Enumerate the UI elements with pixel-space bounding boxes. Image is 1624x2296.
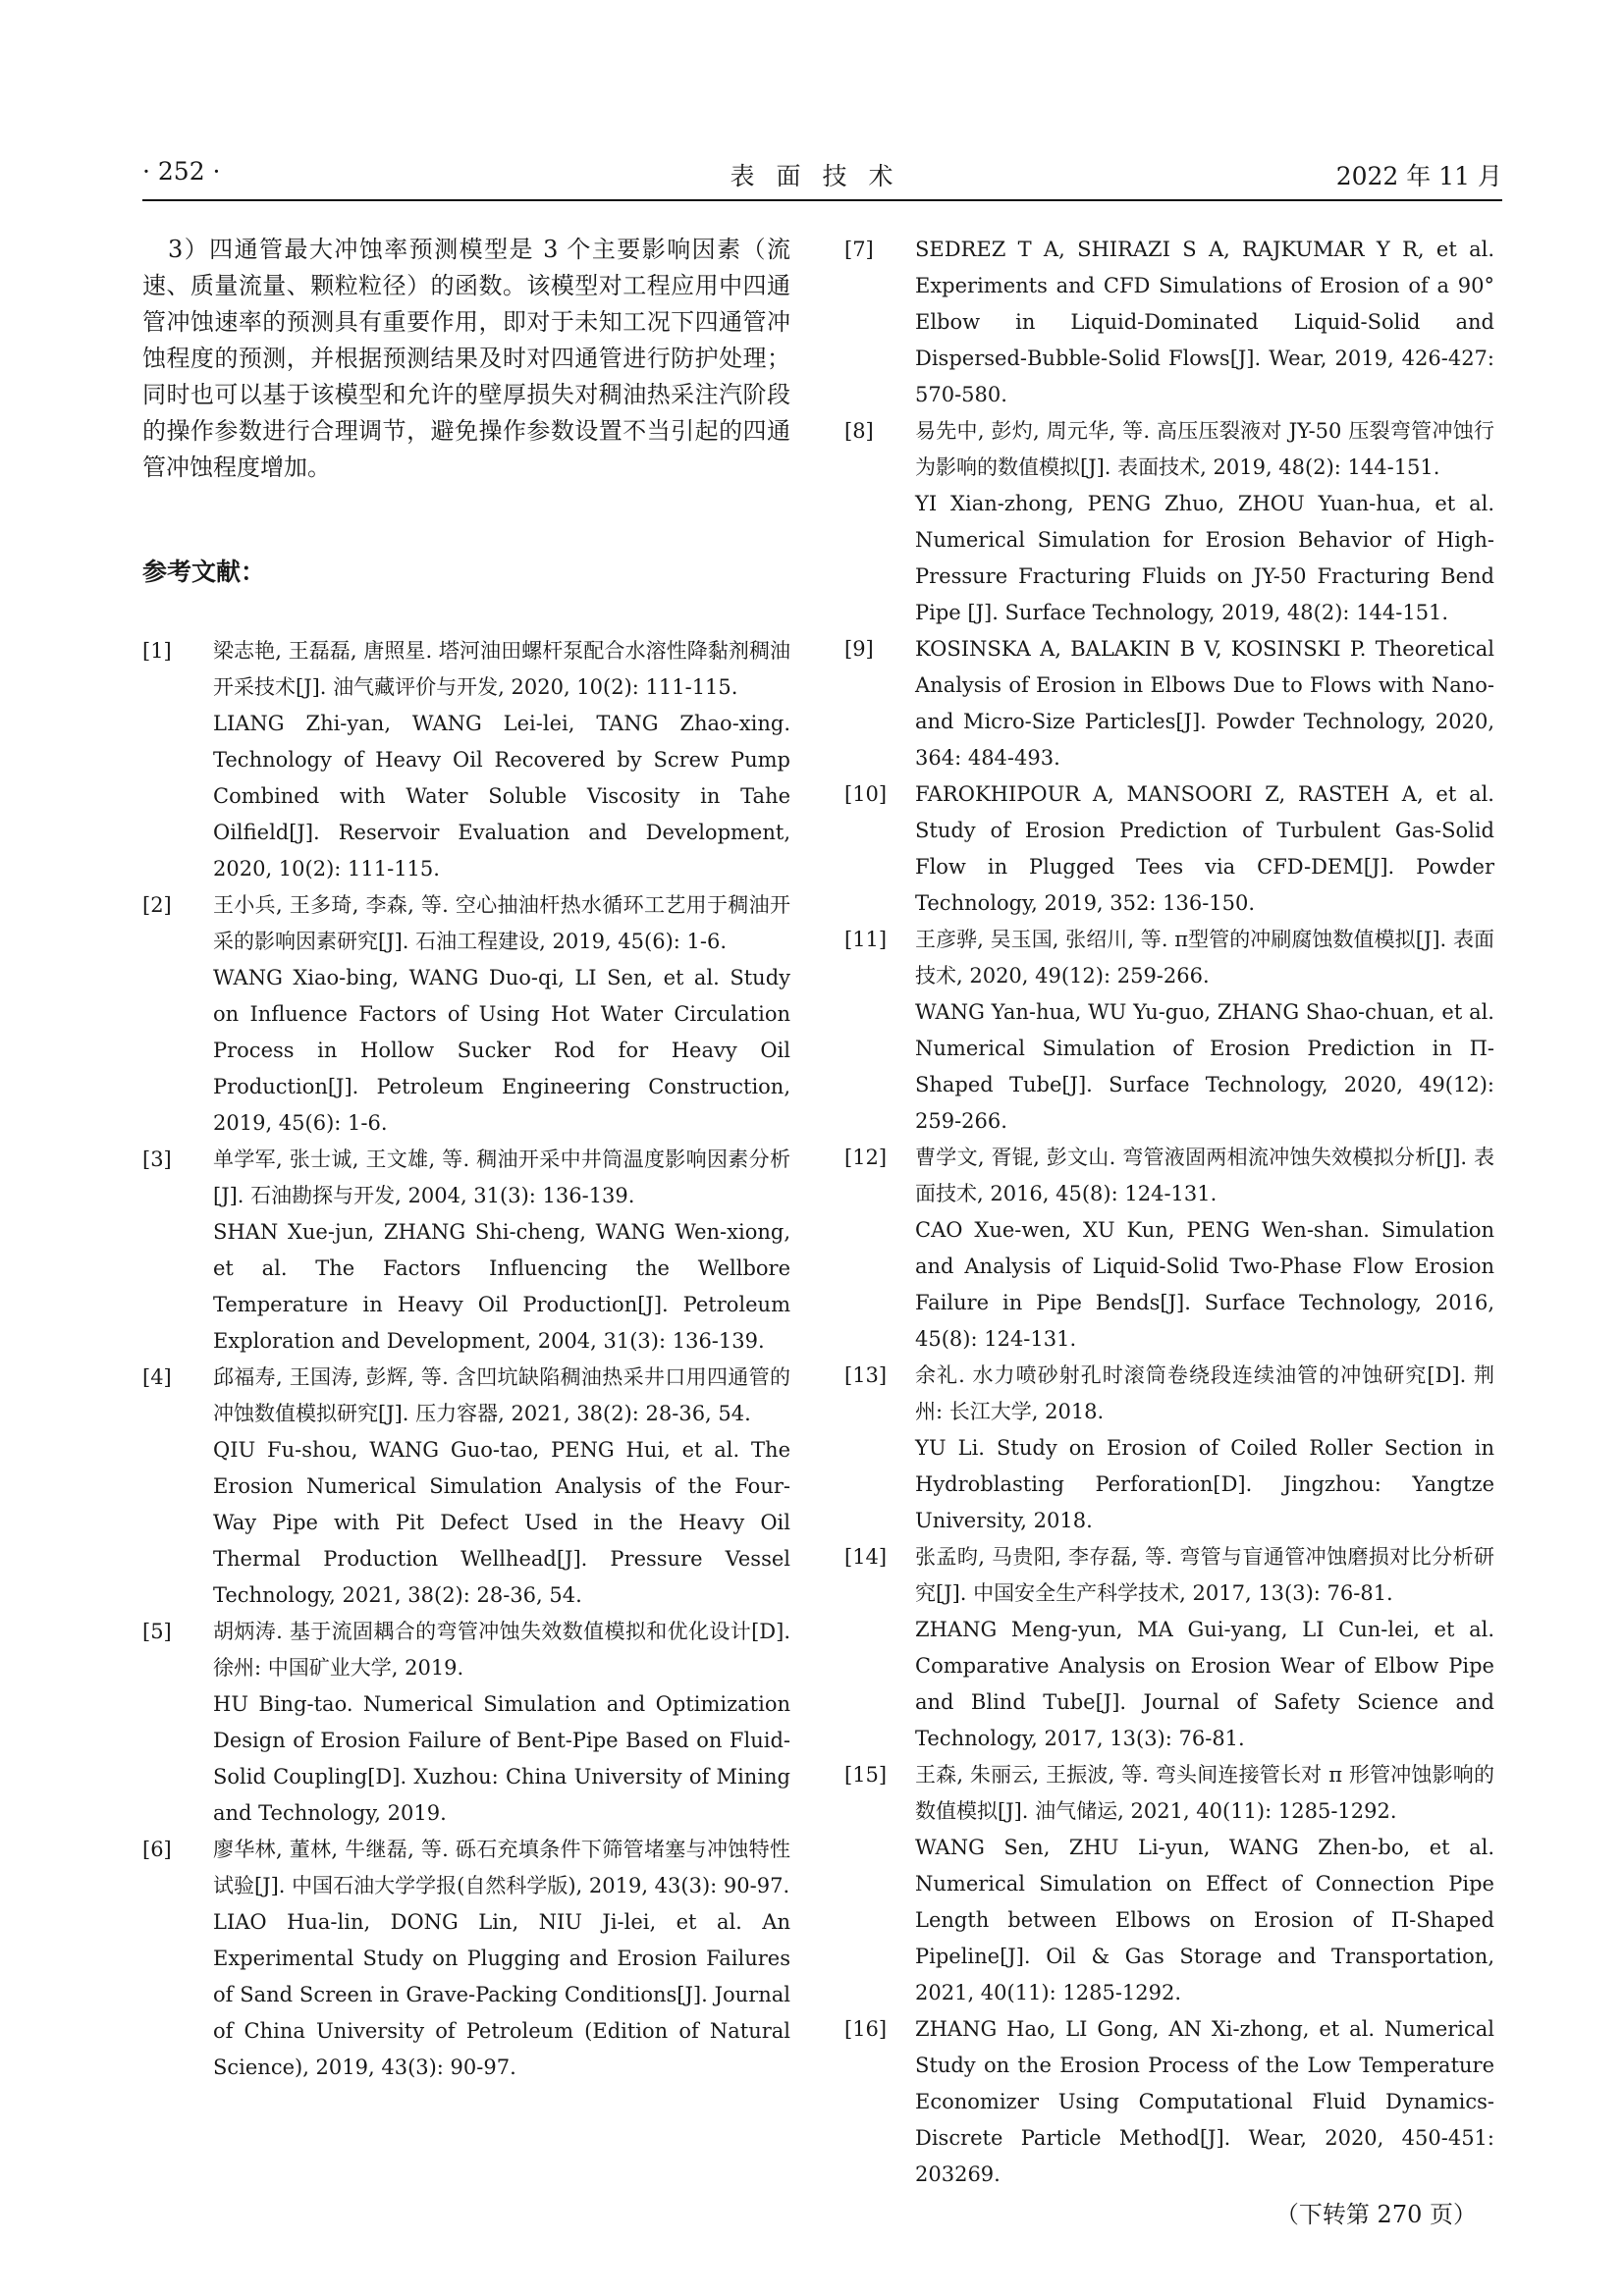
running-header (142, 157, 1502, 196)
reference-entry (844, 922, 1494, 1140)
reference-chinese: 单学军, 张士诚, 王文雄, 等. 稠油开采中井筒温度影响因素分析[J]. 石油勘探与开发, 2004, 31(3): 136-139. (213, 1148, 790, 1207)
reference-number: [4] (142, 1365, 172, 1389)
reference-entry (844, 2011, 1494, 2193)
reference-english: QIU Fu-shou, WANG Guo-tao, PENG Hui, et al. The Erosion Numerical Simulation Analysis of the Four-Way Pipe with Pit Defect Used in the Heavy Oil Thermal Production Wellhead[J]. Pressure Vessel Technology, 2021, 38(2): 28-36, 54. (213, 1438, 790, 1607)
reference-entry (844, 1358, 1494, 1539)
right-column (844, 232, 1494, 2229)
reference-chinese: 廖华林, 董林, 牛继磊, 等. 砾石充填条件下筛管堵塞与冲蚀特性试验[J]. 中国石油大学学报(自然科学版), 2019, 43(3): 90-97. (213, 1838, 790, 1897)
reference-number: [9] (844, 637, 874, 661)
reference-number: [14] (844, 1545, 888, 1569)
reference-english: WANG Yan-hua, WU Yu-guo, ZHANG Shao-chuan, et al. Numerical Simulation of Erosion Prediction in Π-Shaped Tube[J]. Surface Technology, 2020, 49(12): 259-266. (915, 1000, 1494, 1133)
left-column (142, 232, 790, 2086)
reference-english: WANG Xiao-bing, WANG Duo-qi, LI Sen, et al. Study on Influence Factors of Using Hot Water Circulation Process in Hollow Sucker Rod for Heavy Oil Production[J]. Petroleum Engineering Construction, 2019, 45(6): 1-6. (213, 966, 790, 1135)
reference-number: [12] (844, 1146, 888, 1169)
reference-english: LIAO Hua-lin, DONG Lin, NIU Ji-lei, et al. An Experimental Study on Plugging and Erosion Failures of Sand Screen in Grave-Packing Conditions[J]. Journal of China University of Petroleum (Edition of Natural Science), 2019, 43(3): 90-97. (213, 1910, 790, 2079)
reference-entry (844, 1757, 1494, 2011)
reference-chinese: 王彦骅, 吴玉国, 张绍川, 等. π型管的冲刷腐蚀数值模拟[J]. 表面技术, 2020, 49(12): 259-266. (915, 928, 1494, 988)
page-number: · 252 · (142, 157, 221, 186)
reference-english: FAROKHIPOUR A, MANSOORI Z, RASTEH A, et al. Study of Erosion Prediction of Turbulent Gas-Solid Flow in Plugged Tees via CFD-DEM[J]. Powder Technology, 2019, 352: 136-150. (915, 782, 1494, 915)
reference-chinese: 余礼. 水力喷砂射孔时滚筒卷绕段连续油管的冲蚀研究[D]. 荆州: 长江大学, 2018. (915, 1363, 1494, 1423)
issue-date: 2022 年 11 月 (1335, 162, 1502, 190)
references-list-left (142, 633, 790, 2086)
reference-entry (844, 631, 1494, 776)
reference-number: [2] (142, 893, 172, 917)
reference-chinese: 曹学文, 胥锟, 彭文山. 弯管液固两相流冲蚀失效模拟分析[J]. 表面技术, 2016, 45(8): 124-131. (915, 1146, 1494, 1205)
reference-english: WANG Sen, ZHU Li-yun, WANG Zhen-bo, et al. Numerical Simulation on Effect of Connection Pipe Length between Elbows on Erosion of Π-Shaped Pipeline[J]. Oil & Gas Storage and Transportation, 2021, 40(11): 1285-1292. (915, 1836, 1494, 2004)
reference-number: [11] (844, 928, 888, 951)
reference-entry (142, 887, 790, 1142)
reference-number: [16] (844, 2017, 888, 2041)
references-list-right (844, 232, 1494, 2193)
reference-number: [15] (844, 1763, 888, 1787)
reference-entry (142, 1360, 790, 1614)
reference-chinese: 梁志艳, 王磊磊, 唐照星. 塔河油田螺杆泵配合水溶性降黏剂稠油开采技术[J]. 油气藏评价与开发, 2020, 10(2): 111-115. (213, 639, 790, 699)
reference-number: [3] (142, 1148, 172, 1171)
reference-english: YI Xian-zhong, PENG Zhuo, ZHOU Yuan-hua, et al. Numerical Simulation for Erosion Behavior of High-Pressure Fracturing Fluids on JY-50 Fracturing Bend Pipe [J]. Surface Technology, 2019, 48(2): 144-151. (915, 492, 1494, 624)
references-heading: 参考文献： (142, 558, 266, 586)
reference-english: ZHANG Meng-yun, MA Gui-yang, LI Cun-lei, et al. Comparative Analysis on Erosion Wear of Elbow Pipe and Blind Tube[J]. Journal of Safety Science and Technology, 2017, 13(3): 76-81. (915, 1618, 1494, 1750)
reference-entry (844, 232, 1494, 413)
reference-chinese: 邱福寿, 王国涛, 彭辉, 等. 含凹坑缺陷稠油热采井口用四通管的冲蚀数值模拟研究[J]. 压力容器, 2021, 38(2): 28-36, 54. (213, 1365, 790, 1425)
reference-entry (844, 413, 1494, 631)
reference-english: CAO Xue-wen, XU Kun, PENG Wen-shan. Simulation and Analysis of Liquid-Solid Two-Phase Flow Erosion Failure in Pipe Bends[J]. Surface Technology, 2016, 45(8): 124-131. (915, 1218, 1494, 1351)
reference-number: [6] (142, 1838, 172, 1861)
reference-number: [1] (142, 639, 172, 663)
reference-english: HU Bing-tao. Numerical Simulation and Optimization Design of Erosion Failure of Bent-Pipe Based on Fluid-Solid Coupling[D]. Xuzhou: China University of Mining and Technology, 2019. (213, 1692, 790, 1825)
reference-english: SEDREZ T A, SHIRAZI S A, RAJKUMAR Y R, et al. Experiments and CFD Simulations of Erosion of a 90° Elbow in Liquid-Dominated Liquid-Solid and Dispersed-Bubble-Solid Flows[J]. Wear, 2019, 426-427: 570-580. (915, 238, 1494, 406)
reference-number: [13] (844, 1363, 888, 1387)
journal-title: 表面技术 (730, 162, 915, 190)
reference-english: ZHANG Hao, LI Gong, AN Xi-zhong, et al. Numerical Study on the Erosion Process of the Low Temperature Economizer Using Computational Fluid Dynamics-Discrete Particle Method[J]. Wear, 2020, 450-451: 203269. (915, 2017, 1494, 2186)
reference-entry (844, 776, 1494, 922)
reference-number: [5] (142, 1620, 172, 1643)
reference-number: [8] (844, 419, 874, 443)
reference-english: YU Li. Study on Erosion of Coiled Roller Section in Hydroblasting Perforation[D]. Jingzhou: Yangtze University, 2018. (915, 1436, 1494, 1532)
reference-entry (844, 1140, 1494, 1358)
reference-entry (142, 1614, 790, 1832)
reference-entry (142, 633, 790, 887)
reference-entry (142, 1142, 790, 1360)
reference-entry (142, 1832, 790, 2086)
reference-english: SHAN Xue-jun, ZHANG Shi-cheng, WANG Wen-xiong, et al. The Factors Influencing the Wellbore Temperature in Heavy Oil Production[J]. Petroleum Exploration and Development, 2004, 31(3): 136-139. (213, 1220, 790, 1353)
reference-number: [10] (844, 782, 888, 806)
reference-english: KOSINSKA A, BALAKIN B V, KOSINSKI P. Theoretical Analysis of Erosion in Elbows Due to Flows with Nano- and Micro-Size Particles[J]. Powder Technology, 2020, 364: 484-493. (915, 637, 1494, 770)
continued-note: （下转第 270 页） (1274, 2201, 1477, 2228)
reference-chinese: 张孟昀, 马贵阳, 李存磊, 等. 弯管与盲通管冲蚀磨损对比分析研究[J]. 中国安全生产科学技术, 2017, 13(3): 76-81. (915, 1545, 1494, 1605)
reference-english: LIANG Zhi-yan, WANG Lei-lei, TANG Zhao-xing. Technology of Heavy Oil Recovered by Screw Pump Combined with Water Soluble Viscosity in Tahe Oilfield[J]. Reservoir Evaluation and Development, 2020, 10(2): 111-115. (213, 712, 790, 881)
reference-chinese: 易先中, 彭灼, 周元华, 等. 高压压裂液对 JY-50 压裂弯管冲蚀行为影响的数值模拟[J]. 表面技术, 2019, 48(2): 144-151. (915, 419, 1494, 479)
reference-chinese: 胡炳涛. 基于流固耦合的弯管冲蚀失效数值模拟和优化设计[D]. 徐州: 中国矿业大学, 2019. (213, 1620, 790, 1680)
reference-chinese: 王小兵, 王多琦, 李森, 等. 空心抽油杆热水循环工艺用于稠油开采的影响因素研究[J]. 石油工程建设, 2019, 45(6): 1-6. (213, 893, 790, 953)
conclusion-paragraph: 3）四通管最大冲蚀率预测模型是 3 个主要影响因素（流速、质量流量、颗粒粒径）的函数。该模型对工程应用中四通管冲蚀速率的预测具有重要作用，即对于未知工况下四通管冲蚀程度的预测，并根据预测结果及时对四通管进行防护处理；同时也可以基于该模型和允许的壁厚损失对稠油热采注汽阶段的操作参数进行合理调节，避免操作参数设置不当引起的四通管冲蚀程度增加。 (142, 236, 790, 481)
reference-chinese: 王森, 朱丽云, 王振波, 等. 弯头间连接管长对 π 形管冲蚀影响的数值模拟[J]. 油气储运, 2021, 40(11): 1285-1292. (915, 1763, 1494, 1823)
reference-number: [7] (844, 238, 874, 261)
header-rule (142, 199, 1502, 201)
reference-entry (844, 1539, 1494, 1757)
